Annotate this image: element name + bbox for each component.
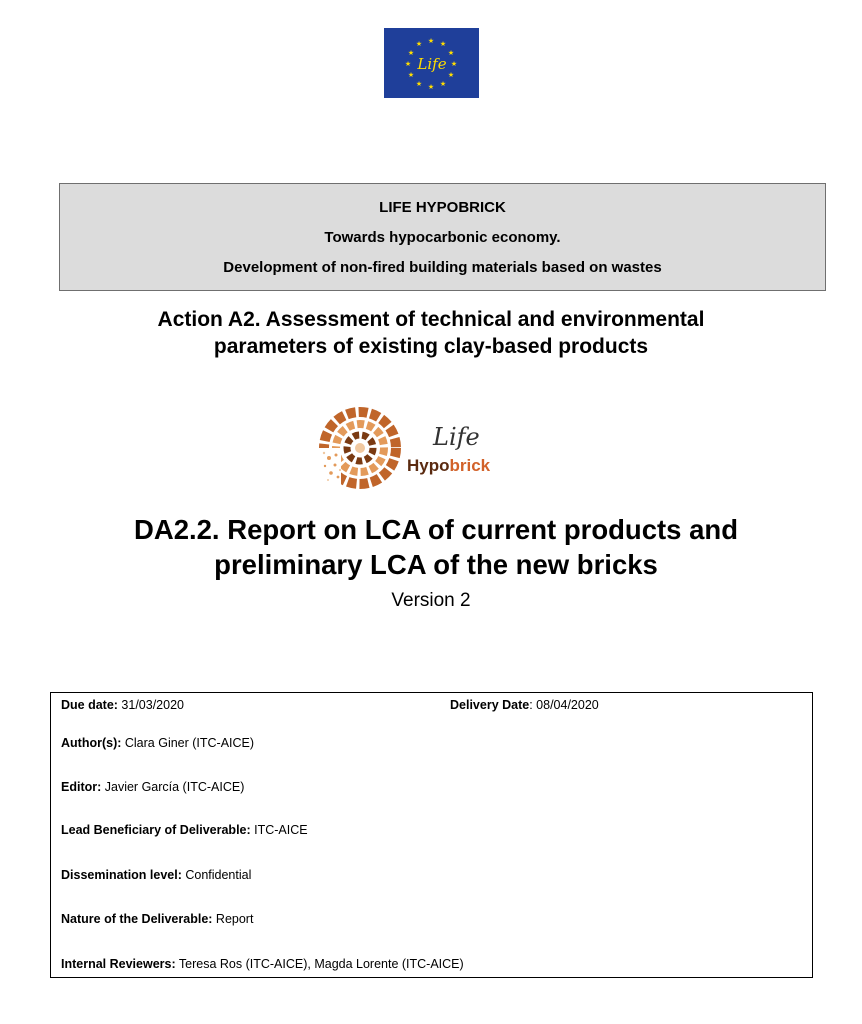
project-name: LIFE HYPOBRICK <box>379 199 506 216</box>
hypobrick-brand-brick: brick <box>449 456 491 475</box>
action-title <box>40 306 822 360</box>
nature-label: Nature of the Deliverable: <box>61 912 213 926</box>
svg-text:★: ★ <box>404 60 412 68</box>
due-date-value: 31/03/2020 <box>117 698 184 712</box>
action-title-line1: Action A2. Assessment of technical and environmental <box>157 308 705 331</box>
editor-label: Editor: <box>61 780 102 794</box>
deliverable-title-line1: DA2.2. Report on LCA of current products and <box>133 514 738 545</box>
deliverable-title-line2: preliminary LCA of the new bricks <box>214 549 658 580</box>
author-value: Clara Giner (ITC-AICE) <box>121 736 255 750</box>
delivery-date-label: Delivery Date <box>450 698 530 712</box>
lead-beneficiary-label: Lead Beneficiary of Deliverable: <box>61 823 251 837</box>
delivery-date-value: : 08/04/2020 <box>529 698 599 712</box>
hypobrick-logo <box>315 403 505 493</box>
reviewers-row <box>61 957 464 971</box>
project-description: Development of non-fired building materials based on wastes <box>223 259 662 276</box>
svg-text:★: ★ <box>427 83 435 91</box>
eu-life-logo-text: Life <box>417 55 447 73</box>
dissemination-row <box>61 868 251 882</box>
author-row <box>61 736 254 750</box>
svg-text:★: ★ <box>407 49 415 57</box>
svg-text:★: ★ <box>439 80 447 88</box>
svg-text:★: ★ <box>427 37 435 45</box>
dissemination-value: Confidential <box>181 868 252 882</box>
eu-life-logo <box>384 28 479 98</box>
action-title-line2: parameters of existing clay-based products <box>213 335 649 358</box>
reviewers-label: Internal Reviewers: <box>61 957 176 971</box>
due-date-row <box>61 698 184 712</box>
version-label: Version 2 <box>391 590 471 611</box>
nature-row <box>61 912 253 926</box>
hypobrick-life-text: Life <box>433 423 480 451</box>
brick-circle-icon <box>315 412 396 493</box>
editor-value: Javier García (ITC-AICE) <box>101 780 245 794</box>
dissemination-label: Dissemination level: <box>61 868 182 882</box>
project-subtitle: Towards hypocarbonic economy. <box>324 229 561 246</box>
editor-row <box>61 780 244 794</box>
svg-text:★: ★ <box>439 40 447 48</box>
lead-beneficiary-row <box>61 823 308 837</box>
deliverable-title <box>30 512 842 582</box>
author-label: Author(s): <box>61 736 122 750</box>
deliverable-info-box <box>50 692 813 978</box>
svg-text:★: ★ <box>407 71 415 79</box>
project-box <box>59 183 826 291</box>
svg-text:Hypobrick <box>407 456 491 475</box>
svg-text:★: ★ <box>415 40 423 48</box>
svg-text:★: ★ <box>415 80 423 88</box>
svg-text:★: ★ <box>447 71 455 79</box>
nature-value: Report <box>212 912 254 926</box>
delivery-date-row <box>450 698 599 712</box>
svg-text:★: ★ <box>447 49 455 57</box>
reviewers-value: Teresa Ros (ITC-AICE), Magda Lorente (ITC-AICE) <box>175 957 464 971</box>
svg-text:★: ★ <box>450 60 458 68</box>
hypobrick-brand-hypo: Hypo <box>407 456 450 475</box>
due-date-label: Due date: <box>61 698 118 712</box>
lead-beneficiary-value: ITC-AICE <box>250 823 308 837</box>
